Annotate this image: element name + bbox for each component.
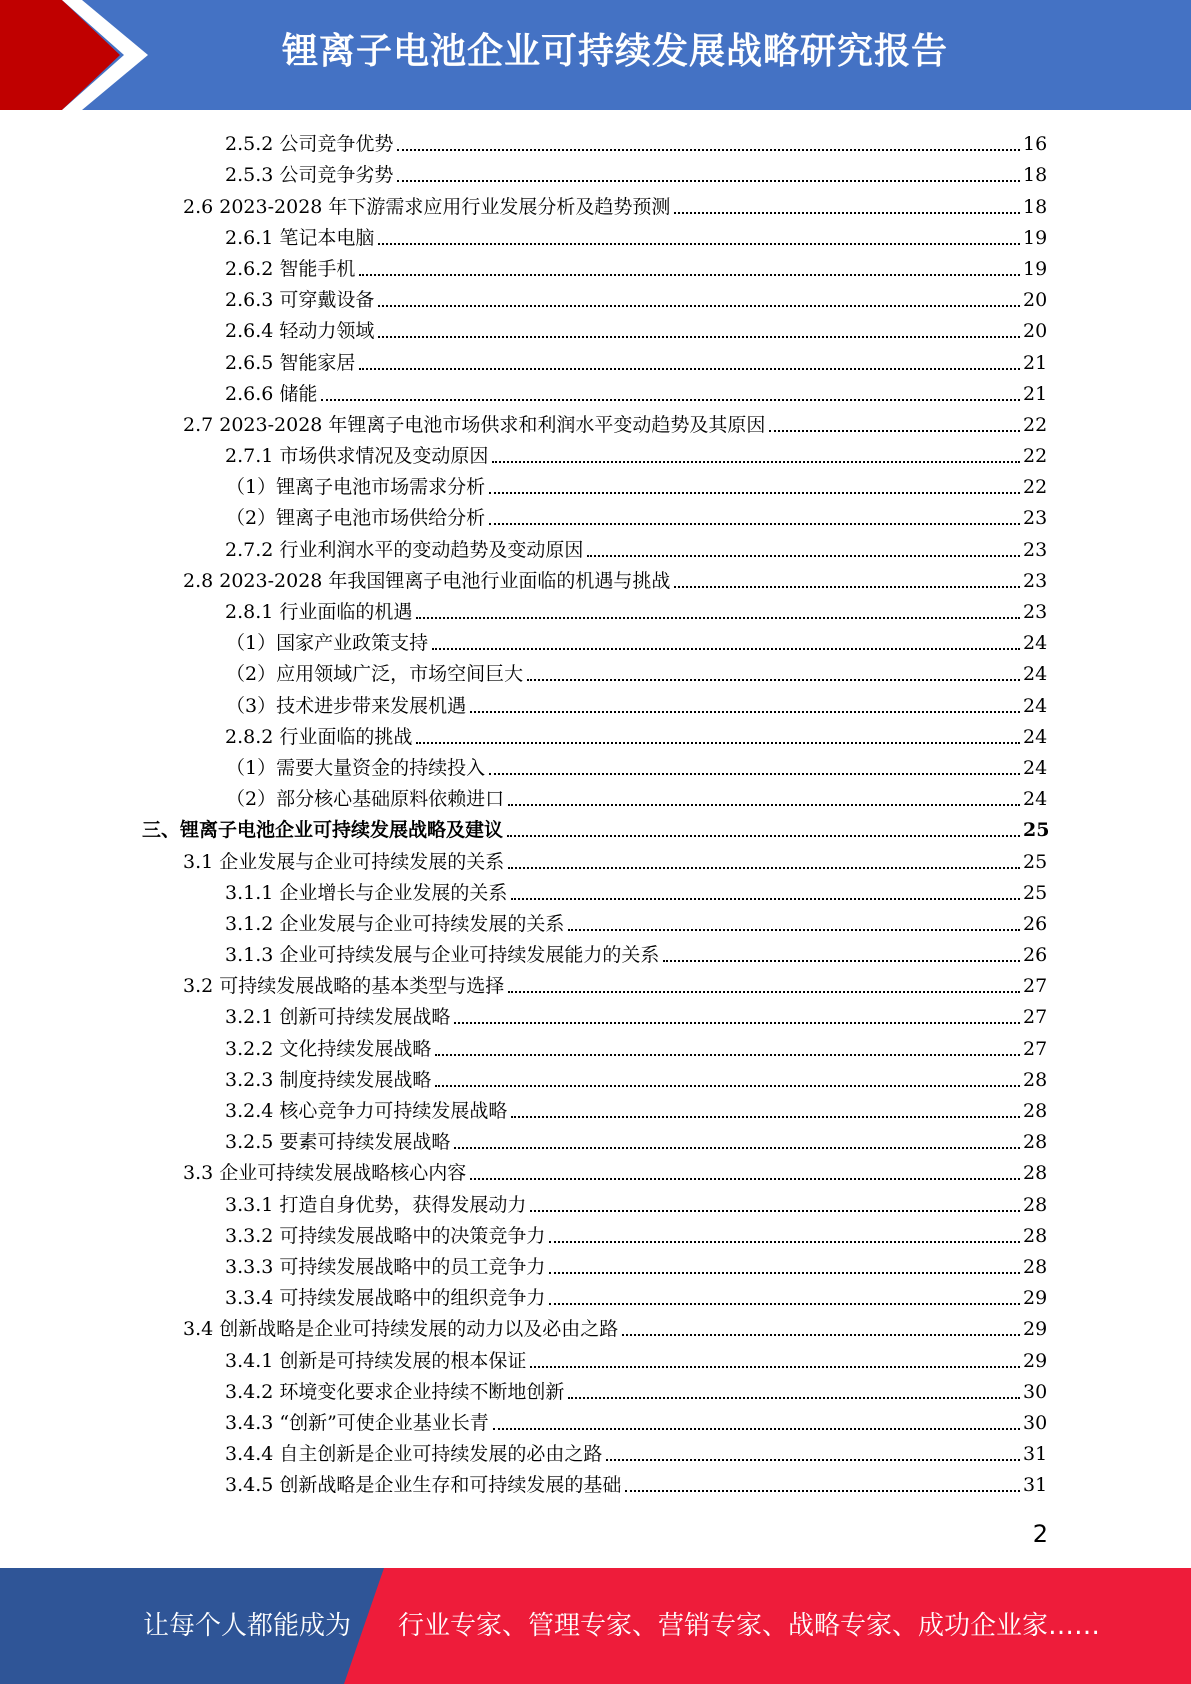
toc-entry-page: 20: [1023, 289, 1048, 312]
toc-entry-title: 3.2.4 核心竞争力可持续发展战略: [225, 1100, 508, 1122]
toc-dot-leader: [622, 1334, 1020, 1336]
toc-entry[interactable]: [0, 782, 1191, 813]
toc-entry-page: 27: [1023, 1037, 1048, 1060]
toc-entry-title: 3.2.5 要素可持续发展战略: [225, 1131, 451, 1154]
toc-entry-page: 29: [1023, 1349, 1048, 1372]
toc-dot-leader: [511, 898, 1020, 900]
toc-entry-page: 24: [1023, 756, 1048, 779]
toc-entry[interactable]: [0, 1000, 1191, 1031]
toc-dot-leader: [470, 711, 1020, 713]
toc-entry-title: 3.4.2 环境变化要求企业持续不断地创新: [225, 1380, 565, 1403]
toc-dot-leader: [606, 1459, 1020, 1461]
toc-entry-page: 29: [1023, 1318, 1048, 1341]
toc-entry-title: 2.6.3 可穿戴设备: [225, 289, 375, 312]
toc-entry-title: （1）需要大量资金的持续投入: [226, 756, 486, 779]
toc-entry-page: 27: [1023, 975, 1048, 998]
toc-entry-page: 21: [1023, 351, 1048, 374]
toc-entry-page: 22: [1023, 445, 1048, 468]
toc-entry-title: 3.3 企业可持续发展战略核心内容: [183, 1162, 467, 1185]
toc-dot-leader: [549, 1272, 1020, 1274]
toc-entry-title: 3.4.1 创新是可持续发展的根本保证: [225, 1349, 527, 1372]
toc-entry-title: 三、锂离子电池企业可持续发展战略及建议: [142, 819, 504, 842]
toc-entry-title: 2.7 2023-2028 年锂离子电池市场供求和利润水平变动趋势及其原因: [183, 413, 766, 436]
toc-entry-title: 2.8 2023-2028 年我国锂离子电池行业面临的机遇与挑战: [183, 569, 671, 592]
toc-entry-title: （2）应用领域广泛，市场空间巨大: [226, 663, 524, 686]
toc-entry[interactable]: [0, 844, 1191, 875]
toc-entry[interactable]: [0, 501, 1191, 532]
toc-entry[interactable]: [0, 439, 1191, 470]
toc-dot-leader: [416, 742, 1020, 744]
toc-entry-page: 24: [1023, 663, 1048, 686]
footer-slogan-left: 让每个人都能成为: [143, 1611, 352, 1641]
toc-dot-leader: [493, 1428, 1020, 1430]
toc-entry[interactable]: [0, 189, 1191, 220]
toc-entry-page: 28: [1023, 1131, 1048, 1154]
toc-entry[interactable]: [0, 969, 1191, 1000]
toc-entry-page: 24: [1023, 694, 1048, 717]
toc-entry[interactable]: [0, 314, 1191, 345]
toc-entry[interactable]: [0, 1312, 1191, 1343]
toc-entry[interactable]: [0, 1437, 1191, 1468]
toc-entry[interactable]: [0, 283, 1191, 314]
toc-dot-leader: [378, 305, 1020, 307]
toc-entry-title: 3.1 企业发展与企业可持续发展的关系: [183, 850, 505, 873]
toc-dot-leader: [435, 1085, 1020, 1087]
toc-entry[interactable]: [0, 1468, 1191, 1499]
toc-entry[interactable]: [0, 1281, 1191, 1312]
toc-entry[interactable]: [0, 345, 1191, 376]
toc-entry-page: 30: [1023, 1380, 1048, 1403]
toc-entry-title: 2.6 2023-2028 年下游需求应用行业发展分析及趋势预测: [183, 195, 671, 218]
toc-entry-title: （2）锂离子电池市场供给分析: [226, 507, 486, 530]
toc-dot-leader: [432, 648, 1020, 650]
toc-entry[interactable]: [0, 876, 1191, 907]
toc-entry-title: 3.2.1 创新可持续发展战略: [225, 1006, 451, 1029]
toc-entry-title: 3.2.3 制度持续发展战略: [225, 1068, 432, 1091]
toc-entry[interactable]: [0, 938, 1191, 969]
toc-entry-title: （1）锂离子电池市场需求分析: [226, 476, 486, 499]
toc-dot-leader: [587, 555, 1020, 557]
toc-dot-leader: [321, 399, 1020, 401]
toc-dot-leader: [549, 1303, 1020, 1305]
toc-entry[interactable]: [0, 1063, 1191, 1094]
toc-dot-leader: [674, 586, 1020, 588]
toc-entry-title: 2.6.4 轻动力领域: [225, 320, 375, 343]
toc-dot-leader: [359, 368, 1020, 370]
toc-dot-leader: [378, 243, 1020, 245]
toc-entry-title: 2.8.1 行业面临的机遇: [225, 601, 413, 623]
header-chevron-icon: [0, 0, 160, 110]
table-of-contents: [0, 127, 1191, 1499]
toc-dot-leader: [508, 867, 1020, 869]
toc-entry[interactable]: [0, 688, 1191, 719]
page-number: 2: [1032, 1520, 1048, 1548]
toc-entry-title: （2）部分核心基础原料依赖进口: [226, 788, 505, 811]
toc-entry[interactable]: [0, 1156, 1191, 1187]
toc-entry[interactable]: [0, 1375, 1191, 1406]
toc-entry-page: 27: [1023, 1006, 1048, 1029]
toc-entry[interactable]: [0, 626, 1191, 657]
toc-entry-title: 2.5.2 公司竞争优势: [225, 133, 394, 156]
toc-entry[interactable]: [0, 252, 1191, 283]
toc-entry-page: 23: [1023, 538, 1048, 561]
footer-slogan-right: 行业专家、管理专家、营销专家、战略专家、成功企业家……: [398, 1611, 1101, 1641]
toc-dot-leader: [397, 180, 1020, 182]
toc-entry-title: 2.6.5 智能家居: [225, 351, 356, 374]
toc-entry-page: 25: [1023, 819, 1050, 842]
toc-entry[interactable]: [0, 221, 1191, 252]
toc-entry[interactable]: [0, 751, 1191, 782]
toc-entry[interactable]: [0, 1343, 1191, 1374]
toc-entry[interactable]: [0, 595, 1191, 626]
toc-entry[interactable]: [0, 720, 1191, 751]
toc-entry-page: 28: [1023, 1162, 1048, 1185]
toc-entry-title: 3.1.1 企业增长与企业发展的关系: [225, 881, 508, 904]
toc-entry-page: 24: [1023, 632, 1048, 655]
toc-entry[interactable]: [0, 532, 1191, 563]
toc-entry[interactable]: [0, 1031, 1191, 1062]
toc-dot-leader: [470, 1178, 1020, 1180]
toc-dot-leader: [378, 336, 1020, 338]
toc-entry[interactable]: [0, 813, 1191, 844]
toc-entry-page: 24: [1023, 725, 1048, 748]
toc-entry-title: 3.2 可持续发展战略的基本类型与选择: [183, 975, 505, 998]
header-banner: [0, 0, 1191, 110]
toc-entry-title: （3）技术进步带来发展机遇: [226, 694, 467, 717]
toc-entry[interactable]: [0, 1250, 1191, 1281]
toc-dot-leader: [508, 804, 1020, 806]
toc-entry-title: 2.5.3 公司竞争劣势: [225, 164, 394, 187]
toc-entry-title: 3.4.5 创新战略是企业生存和可持续发展的基础: [225, 1474, 622, 1497]
toc-entry-page: 28: [1023, 1255, 1048, 1278]
toc-entry-page: 31: [1023, 1474, 1048, 1497]
toc-dot-leader: [625, 1490, 1020, 1492]
toc-entry[interactable]: [0, 408, 1191, 439]
toc-entry-page: 19: [1023, 257, 1048, 280]
toc-dot-leader: [492, 461, 1020, 463]
toc-entry-page: 25: [1023, 881, 1048, 904]
toc-entry-title: 3.4.3 “创新”可使企业基业长青: [225, 1411, 489, 1434]
toc-entry[interactable]: [0, 1094, 1191, 1125]
toc-dot-leader: [397, 149, 1020, 151]
toc-entry-page: 18: [1023, 164, 1048, 187]
toc-dot-leader: [489, 492, 1020, 494]
toc-entry-page: 26: [1023, 912, 1048, 935]
toc-entry-page: 23: [1023, 507, 1048, 530]
toc-dot-leader: [507, 835, 1020, 837]
toc-entry[interactable]: [0, 1125, 1191, 1156]
toc-entry[interactable]: [0, 158, 1191, 189]
toc-entry-title: 3.1.2 企业发展与企业可持续发展的关系: [225, 912, 565, 935]
toc-dot-leader: [435, 1054, 1020, 1056]
report-title: 锂离子电池企业可持续发展战略研究报告: [282, 31, 949, 72]
toc-entry-title: 3.3.2 可持续发展战略中的决策竞争力: [225, 1224, 546, 1247]
toc-dot-leader: [454, 1147, 1020, 1149]
toc-entry-title: 2.6.1 笔记本电脑: [225, 226, 375, 249]
toc-entry-page: 26: [1023, 944, 1048, 967]
toc-dot-leader: [359, 274, 1020, 276]
toc-dot-leader: [416, 617, 1020, 619]
toc-entry[interactable]: [0, 907, 1191, 938]
toc-entry-page: 19: [1023, 226, 1048, 249]
toc-entry-page: 31: [1023, 1443, 1048, 1466]
toc-entry-page: 28: [1023, 1100, 1048, 1122]
toc-dot-leader: [508, 991, 1020, 993]
toc-entry-page: 21: [1023, 382, 1048, 405]
toc-entry[interactable]: [0, 1406, 1191, 1437]
toc-entry-title: 2.7.2 行业利润水平的变动趋势及变动原因: [225, 538, 584, 561]
toc-dot-leader: [769, 430, 1020, 432]
toc-entry[interactable]: [0, 127, 1191, 158]
toc-entry-page: 28: [1023, 1224, 1048, 1247]
toc-entry-title: 2.7.1 市场供求情况及变动原因: [225, 445, 489, 468]
toc-entry-title: 2.6.6 储能: [225, 382, 318, 405]
toc-entry-page: 30: [1023, 1411, 1048, 1434]
toc-entry-page: 28: [1023, 1068, 1048, 1091]
toc-entry-page: 28: [1023, 1193, 1048, 1216]
toc-entry-page: 20: [1023, 320, 1048, 343]
toc-dot-leader: [454, 1022, 1020, 1024]
toc-entry-title: 3.3.3 可持续发展战略中的员工竞争力: [225, 1255, 546, 1278]
toc-entry[interactable]: [0, 377, 1191, 408]
toc-entry-page: 29: [1023, 1287, 1048, 1310]
toc-entry-page: 24: [1023, 788, 1048, 811]
toc-entry-title: （1）国家产业政策支持: [226, 632, 429, 655]
toc-entry-page: 22: [1023, 413, 1048, 436]
toc-dot-leader: [663, 960, 1020, 962]
toc-entry-page: 23: [1023, 601, 1048, 623]
toc-entry[interactable]: [0, 1219, 1191, 1250]
toc-entry-page: 16: [1023, 133, 1048, 156]
toc-dot-leader: [530, 1366, 1020, 1368]
toc-entry[interactable]: [0, 657, 1191, 688]
toc-entry[interactable]: [0, 564, 1191, 595]
toc-dot-leader: [674, 212, 1020, 214]
toc-dot-leader: [568, 1397, 1020, 1399]
toc-entry-page: 18: [1023, 195, 1048, 218]
toc-dot-leader: [511, 1116, 1020, 1118]
toc-entry-title: 3.1.3 企业可持续发展与企业可持续发展能力的关系: [225, 944, 660, 967]
toc-entry-page: 25: [1023, 850, 1048, 873]
toc-dot-leader: [527, 679, 1020, 681]
toc-entry-title: 2.8.2 行业面临的挑战: [225, 725, 413, 748]
toc-entry-page: 23: [1023, 569, 1048, 592]
toc-entry-title: 3.4 创新战略是企业可持续发展的动力以及必由之路: [183, 1318, 619, 1341]
toc-dot-leader: [489, 773, 1020, 775]
toc-entry-title: 3.3.4 可持续发展战略中的组织竞争力: [225, 1287, 546, 1310]
toc-dot-leader: [568, 929, 1020, 931]
toc-entry-title: 3.2.2 文化持续发展战略: [225, 1037, 432, 1060]
toc-entry-title: 2.6.2 智能手机: [225, 257, 356, 280]
toc-entry[interactable]: [0, 1187, 1191, 1218]
toc-dot-leader: [530, 1210, 1020, 1212]
footer-banner: [0, 1568, 1191, 1684]
toc-dot-leader: [549, 1241, 1020, 1243]
toc-dot-leader: [489, 523, 1020, 525]
toc-entry-title: 3.3.1 打造自身优势，获得发展动力: [225, 1193, 527, 1216]
toc-entry-title: 3.4.4 自主创新是企业可持续发展的必由之路: [225, 1443, 603, 1466]
toc-entry[interactable]: [0, 470, 1191, 501]
toc-entry-page: 22: [1023, 476, 1048, 499]
